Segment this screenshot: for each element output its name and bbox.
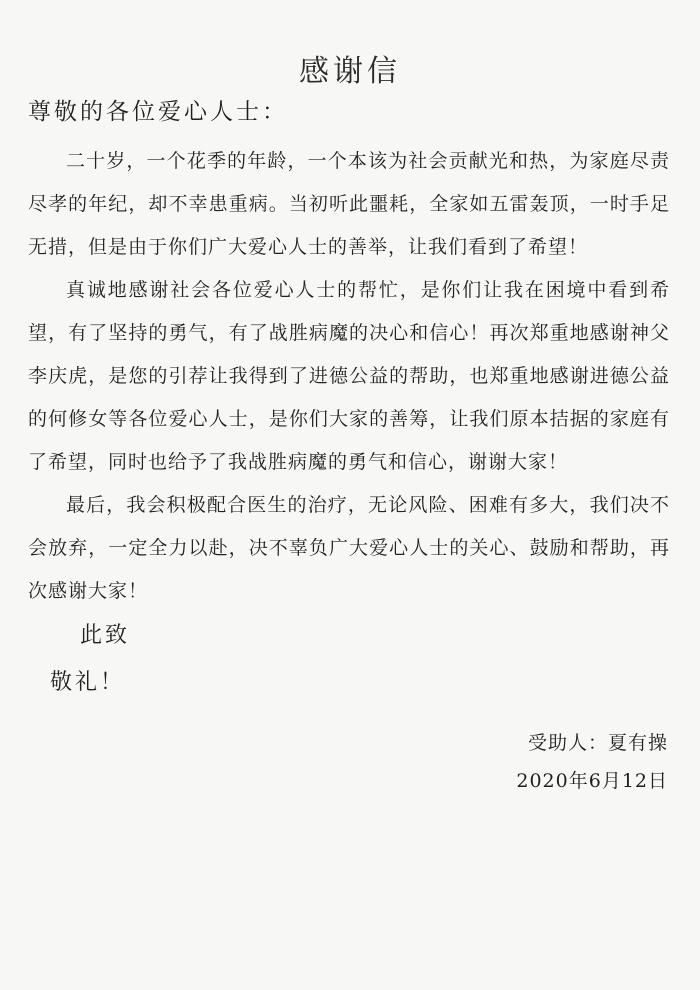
body-paragraph-2: 真诚地感谢社会各位爱心人士的帮忙，是你们让我在困境中看到希望，有了坚持的勇气，有了战胜病魔的决心和信心！再次郑重地感谢神父李庆虎，是您的引荐让我得到了进德公益的帮助，也郑重地感谢进德公益的何修女等各位爱心人士，是你们大家的善筹，让我们原本拮据的家庭有了希望，同时也给予了我战胜病魔的勇气和信心，谢谢大家！ <box>28 279 670 473</box>
letter-closing: 此致 <box>80 623 131 648</box>
letter-title: 感谢信 <box>299 54 401 89</box>
letter-regards: 敬礼！ <box>50 670 126 695</box>
body-paragraph-3: 最后，我会积极配合医生的治疗，无论风险、困难有多大，我们决不会放弃，一定全力以赴，决不辜负广大爱心人士的关心、鼓励和帮助，再次感谢大家！ <box>28 494 670 602</box>
letter-date: 2020年6月12日 <box>516 770 668 792</box>
body-paragraph-1: 二十岁，一个花季的年龄，一个本该为社会贡献光和热，为家庭尽责尽孝的年纪，却不幸患重病。当初听此噩耗，全家如五雷轰顶，一时手足无措，但是由于你们广大爱心人士的善举，让我们看到了希望！ <box>28 150 670 258</box>
letter-body <box>28 140 670 613</box>
signature-block <box>516 724 668 800</box>
signature-line <box>516 724 668 762</box>
signature-name: 夏有操 <box>607 732 668 754</box>
signature-label: 受助人： <box>527 732 608 754</box>
letter-salutation: 尊敬的各位爱心人士： <box>28 99 288 125</box>
